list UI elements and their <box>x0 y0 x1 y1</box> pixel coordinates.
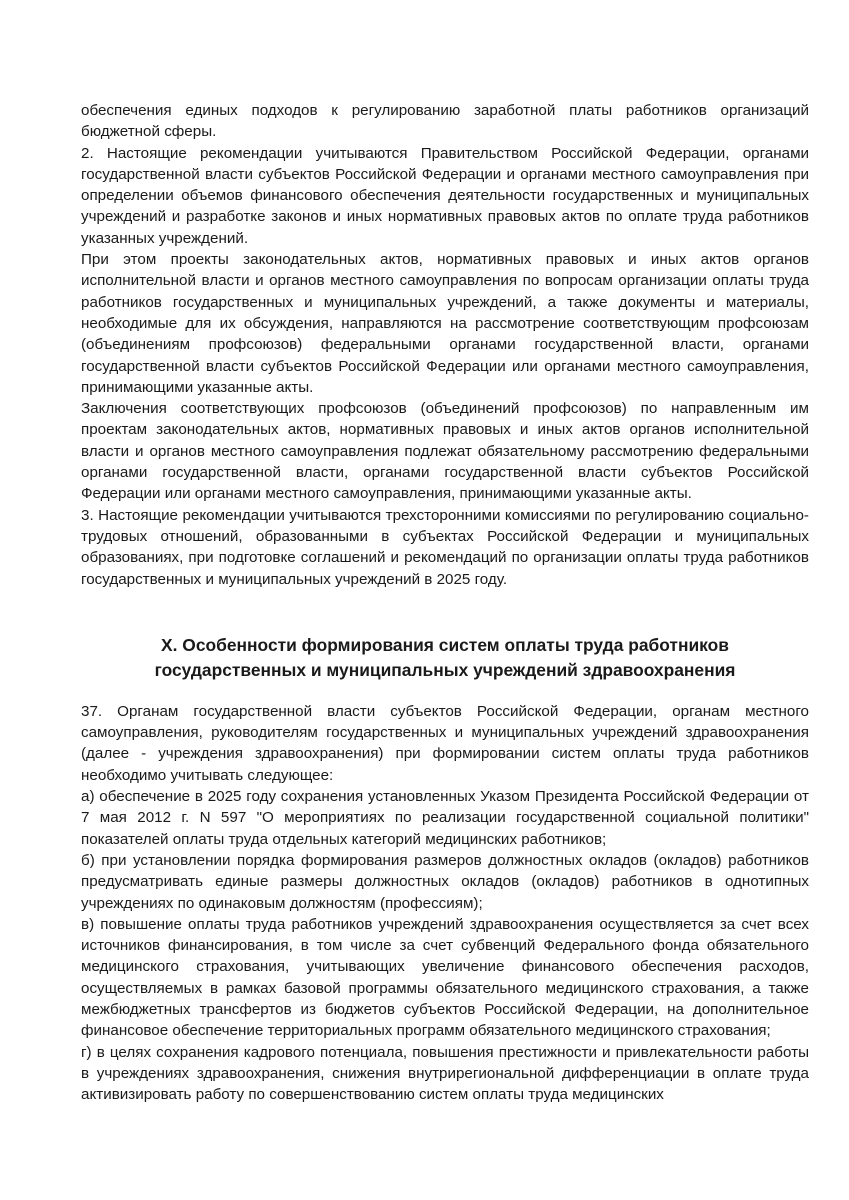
section-title <box>81 633 809 683</box>
paragraph-draft-acts: При этом проекты законодательных актов, нормативных правовых и иных актов органов исполнительной власти и органов местного самоуправления по вопросам организации оплаты труда работников государственных и муниципальных учреждений, а также документы и материалы, необходимые для их обсуждения, направляются на рассмотрение соответствующим профсоюзам (объединениям профсоюзов) федеральными органами государственной власти, органами государственной власти субъектов Российской Федерации или органами местного самоуправления, принимающими указанные акты. <box>81 251 809 396</box>
paragraph-subitem-v: в) повышение оплаты труда работников учреждений здравоохранения осуществляется за счет всех источников финансирования, в том числе за счет субвенций Федерального фонда обязательного медицинского страхования, учитывающих увеличение финансового обеспечения расходов, осуществляемых в рамках базовой программы обязательного медицинского страхования, а также межбюджетных трансфертов из бюджетов субъектов Российской Федерации, на дополнительное финансовое обеспечение территориальных программ обязательного медицинского страхования; <box>81 915 809 1040</box>
paragraph-budget-sphere: обеспечения единых подходов к регулированию заработной платы работников организаций бюджетной сферы. <box>81 102 809 141</box>
paragraph-subitem-b: б) при установлении порядка формирования размеров должностных окладов (окладов) работников предусматривать единые размеры должностных окладов (окладов) работников в однотипных учреждениях по одинаковым должностям (профессиям); <box>81 851 809 912</box>
paragraph-subitem-a: а) обеспечение в 2025 году сохранения установленных Указом Президента Российской Федерации от 7 мая 2012 г. N 597 "О мероприятиях по реализации государственной социальной политики" показателей оплаты труда отдельных категорий медицинских работников; <box>81 788 809 848</box>
spacer <box>81 590 809 633</box>
section-title-line-1: X. Особенности формирования систем оплаты труда работников <box>161 634 729 655</box>
paragraph-item-37: 37. Органам государственной власти субъектов Российской Федерации, органам местного самоуправления, руководителям государственных и муниципальных учреждений здравоохранения (далее - учреждения здравоохранения) при формировании систем оплаты труда работников необходимо учитывать следующее: <box>81 702 809 784</box>
section-title-line-2: государственных и муниципальных учреждений здравоохранения <box>154 659 736 680</box>
document-page <box>81 100 809 1105</box>
paragraph-item-3: 3. Настоящие рекомендации учитываются трехсторонними комиссиями по регулированию социально-трудовых отношений, образованными в субъектах Российской Федерации и муниципальных образованиях, при подготовке соглашений и рекомендаций по организации оплаты труда работников государственных и муниципальных учреждений в 2025 году. <box>81 506 809 588</box>
paragraph-item-2: 2. Настоящие рекомендации учитываются Правительством Российской Федерации, органами государственной власти субъектов Российской Федерации и органами местного самоуправления при определении объемов финансового обеспечения деятельности государственных и муниципальных учреждений и разработке законов и иных нормативных правовых актов по оплате труда работников указанных учреждений. <box>81 144 809 247</box>
spacer <box>81 683 809 701</box>
paragraph-subitem-g: г) в целях сохранения кадрового потенциала, повышения престижности и привлекательности работы в учреждениях здравоохранения, снижения внутрирегиональной дифференциации в оплате труда активизировать работу по совершенствованию систем оплаты труда медицинских <box>81 1043 809 1104</box>
paragraph-union-conclusions: Заключения соответствующих профсоюзов (объединений профсоюзов) по направленным им проектам законодательных актов, нормативных правовых и иных актов органов исполнительной власти и органов местного самоуправления подлежат обязательному рассмотрению федеральными органами государственной власти, органами государственной власти субъектов Российской Федерации или органами местного самоуправления, принимающими указанные акты. <box>81 400 809 503</box>
